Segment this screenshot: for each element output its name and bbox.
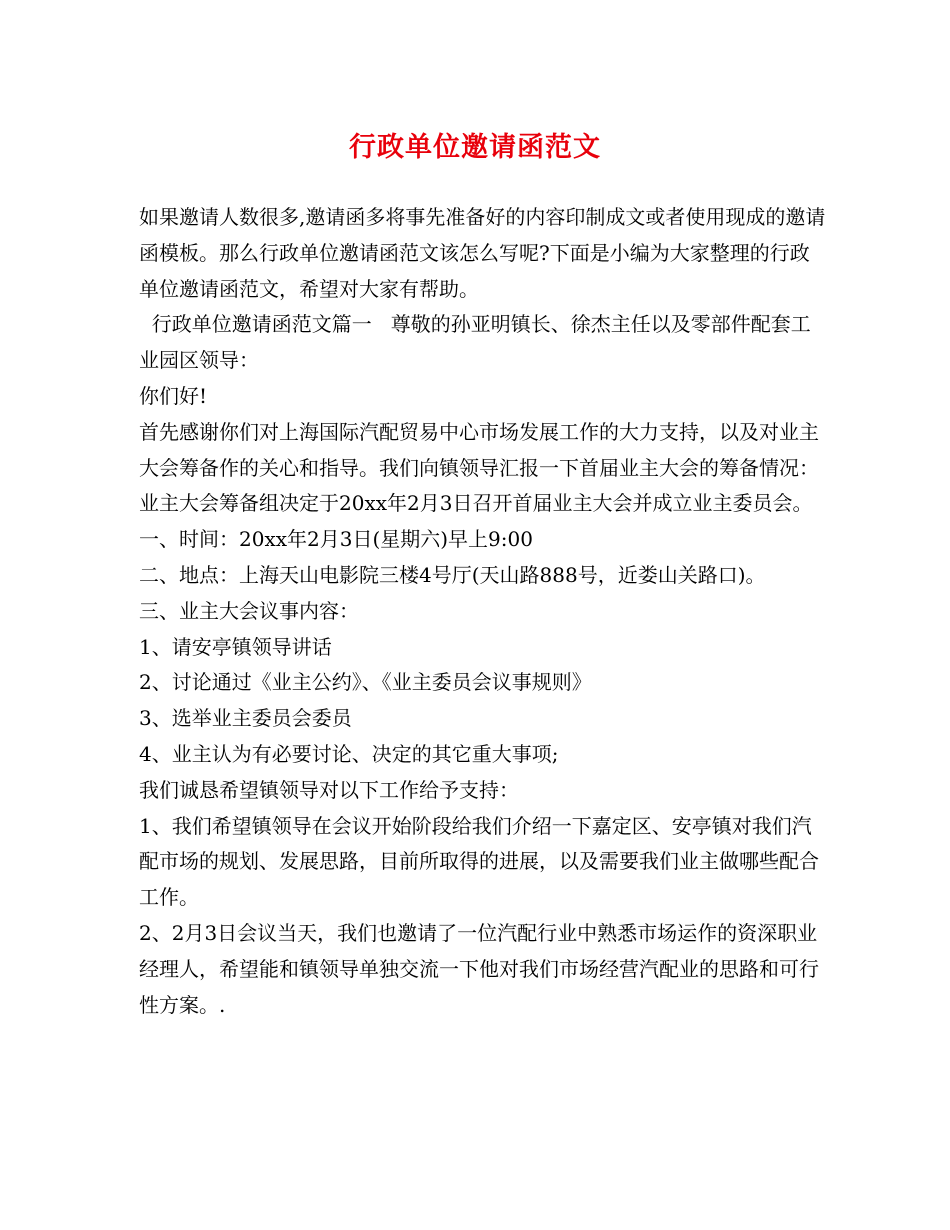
paragraph-agenda-item-4: 4、业主认为有必要讨论、决定的其它重大事项; [139,741,559,766]
paragraph-agenda-heading: 三、业主大会议事内容： [139,598,359,623]
paragraph-agenda-item-2: 2、讨论通过《业主公约》、《业主委员会议事规则》 [139,670,592,695]
paragraph-support-request: 我们诚恳希望镇领导对以下工作给予支持： [139,777,519,802]
paragraph-decision: 业主大会筹备组决定于20xx年2月3日召开首届业主大会并成立业主委员会。 [139,491,813,516]
document-title: 行政单位邀请函范文 [349,132,601,163]
paragraph-intro: 如果邀请人数很多,邀请函多将事先准备好的内容印制成文或者使用现成的邀请函模板。那么行政单位邀请函范文该怎么写呢?下面是小编为大家整理的行政单位邀请函范文，希望对大家有帮助。 [139,205,826,301]
paragraph-agenda-item-3: 3、选举业主委员会委员 [139,706,352,731]
paragraph-agenda-item-1: 1、请安亭镇领导讲话 [139,634,332,659]
paragraph-greeting: 你们好! [139,383,208,408]
paragraph-location: 二、地点：上海天山电影院三楼4号厅(天山路888号，近娄山关路口)。 [139,562,766,587]
paragraph-support-item-1: 1、我们希望镇领导在会议开始阶段给我们介绍一下嘉定区、安亭镇对我们汽配市场的规划、发展思路，目前所取得的进展，以及需要我们业主做哪些配合工作。 [139,813,819,910]
paragraph-support-item-2: 2、2月3日会议当天，我们也邀请了一位汽配行业中熟悉市场运作的资深职业经理人，希望能和镇领导单独交流一下他对我们市场经营汽配业的思路和可行性方案。. [139,920,819,1017]
paragraph-salutation: 行政单位邀请函范文篇一 尊敬的孙亚明镇长、徐杰主任以及零部件配套工业园区领导： [139,312,811,373]
paragraph-time: 一、时间：20xx年2月3日(星期六)早上9:00 [139,527,533,552]
paragraph-thanks: 首先感谢你们对上海国际汽配贸易中心市场发展工作的大力支持，以及对业主大会筹备作的关心和指导。我们向镇领导汇报一下首届业主大会的筹备情况： [139,419,819,480]
document-body [139,200,829,1023]
